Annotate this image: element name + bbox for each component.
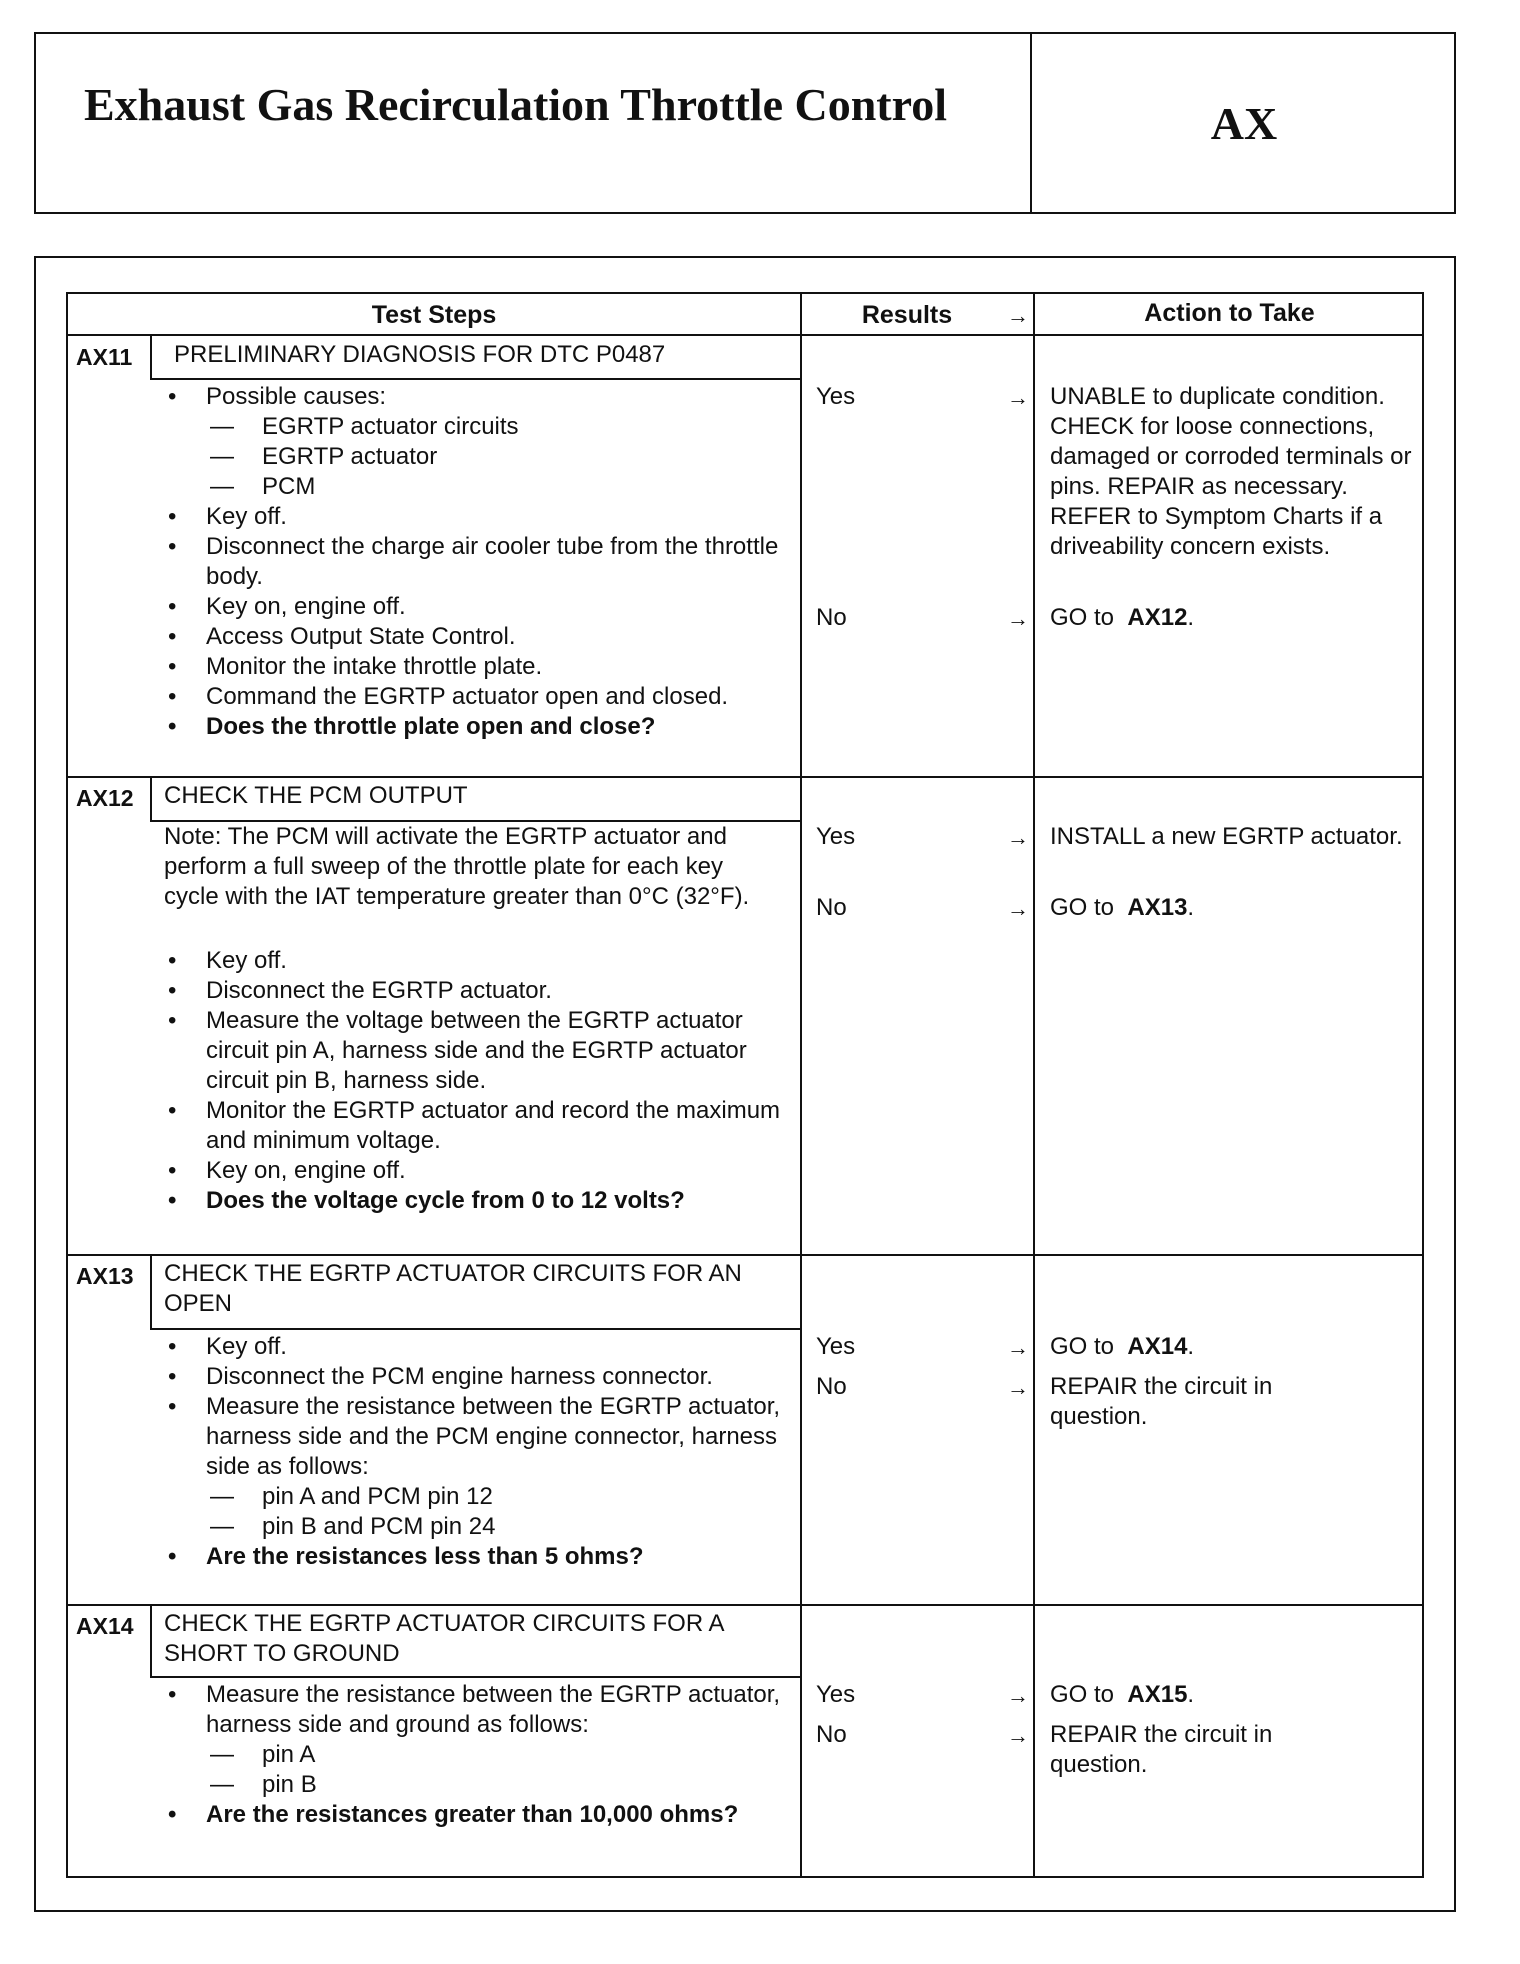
result-no: No xyxy=(816,1373,847,1400)
result-no: No xyxy=(816,1721,847,1748)
list-item: • Key off. xyxy=(164,502,784,532)
list-item: • Disconnect the PCM engine harness connector. xyxy=(164,1362,784,1392)
list-item: — EGRTP actuator circuits xyxy=(164,412,784,442)
step-title-divider xyxy=(150,378,800,380)
step-code: AX12 xyxy=(76,785,134,811)
step-instructions xyxy=(164,1332,784,1572)
list-item: — pin B and PCM pin 24 xyxy=(164,1512,784,1542)
action-text: INSTALL a new EGRTP actuator. xyxy=(1050,823,1403,850)
action-text: GO to AX15. xyxy=(1050,1681,1195,1708)
list-item: • Measure the resistance between the EGRTP actuator, harness side and ground as follows: xyxy=(164,1680,784,1740)
step-reference: AX13 xyxy=(1127,894,1188,921)
list-item: — PCM xyxy=(164,472,784,502)
section-code: AX xyxy=(1210,97,1278,149)
result-yes: Yes xyxy=(816,1681,856,1708)
list-item: • Monitor the EGRTP actuator and record the maximum and minimum voltage. xyxy=(164,1096,784,1156)
arrow-icon: → xyxy=(1007,303,1029,328)
arrow-icon: → xyxy=(1007,1335,1029,1360)
column-divider-action xyxy=(1033,292,1035,1878)
step-title: CHECK THE PCM OUTPUT xyxy=(164,782,468,809)
step-code-divider xyxy=(150,1604,152,1676)
action-text: REPAIR the circuit in question. xyxy=(1050,1373,1273,1430)
result-no: No xyxy=(816,894,847,921)
result-no: No xyxy=(816,604,847,631)
column-header-action: Action to Take xyxy=(1144,299,1315,327)
step-reference: AX15 xyxy=(1127,1681,1188,1708)
list-item: • Access Output State Control. xyxy=(164,622,784,652)
list-item: • Key on, engine off. xyxy=(164,1156,784,1186)
column-divider-results xyxy=(800,292,802,1878)
step-code: AX13 xyxy=(76,1263,134,1289)
arrow-icon: → xyxy=(1007,606,1029,631)
step-question: • Does the throttle plate open and close? xyxy=(164,712,784,742)
arrow-icon: → xyxy=(1007,1375,1029,1400)
list-item: • Key on, engine off. xyxy=(164,592,784,622)
step-question: • Are the resistances less than 5 ohms? xyxy=(164,1542,784,1572)
list-item: • Command the EGRTP actuator open and closed. xyxy=(164,682,784,712)
arrow-icon: → xyxy=(1007,385,1029,410)
header-box xyxy=(34,32,1456,214)
arrow-icon: → xyxy=(1007,825,1029,850)
list-item: • Key off. xyxy=(164,946,784,976)
step-instructions xyxy=(164,382,784,742)
list-item: • Possible causes: xyxy=(164,382,784,412)
step-reference: AX12 xyxy=(1127,604,1188,631)
result-yes: Yes xyxy=(816,823,856,850)
step-title: CHECK THE EGRTP ACTUATOR CIRCUITS FOR AN OPEN xyxy=(164,1260,742,1317)
step-reference: AX14 xyxy=(1127,1333,1188,1360)
step-question: • Are the resistances greater than 10,000 ohms? xyxy=(164,1800,784,1830)
action-text: UNABLE to duplicate condition. CHECK for loose connections, damaged or corroded terminals or pins. REPAIR as necessary. REFER to Symptom Charts if a driveability concern exists. xyxy=(1050,383,1412,560)
step-code-divider xyxy=(150,334,152,378)
list-item: • Key off. xyxy=(164,1332,784,1362)
list-item: — pin B xyxy=(164,1770,784,1800)
step-title: CHECK THE EGRTP ACTUATOR CIRCUITS FOR A SHORT TO GROUND xyxy=(164,1610,724,1667)
list-item: • Disconnect the EGRTP actuator. xyxy=(164,976,784,1006)
step-instructions xyxy=(164,1680,784,1830)
step-row-divider xyxy=(66,1604,1424,1606)
step-code: AX14 xyxy=(76,1613,134,1639)
action-text: GO to AX14. xyxy=(1050,1333,1195,1360)
result-yes: Yes xyxy=(816,383,856,410)
list-item: — pin A xyxy=(164,1740,784,1770)
column-header-test-steps: Test Steps xyxy=(371,301,497,329)
step-instructions xyxy=(164,946,784,1216)
step-row-divider xyxy=(66,1254,1424,1256)
list-item: • Monitor the intake throttle plate. xyxy=(164,652,784,682)
list-item: • Measure the resistance between the EGRTP actuator, harness side and the PCM engine connector, harness side as follows: xyxy=(164,1392,784,1482)
step-title: PRELIMINARY DIAGNOSIS FOR DTC P0487 xyxy=(174,341,666,368)
step-note: Note: The PCM will activate the EGRTP actuator and perform a full sweep of the throttle plate for each key cycle with the IAT temperature greater than 0°C (32°F). xyxy=(164,823,750,910)
result-yes: Yes xyxy=(816,1333,856,1360)
column-header-results: Results xyxy=(861,301,953,329)
action-text: GO to AX13. xyxy=(1050,894,1195,921)
list-item: — pin A and PCM pin 12 xyxy=(164,1482,784,1512)
step-code-divider xyxy=(150,776,152,820)
header-row-divider xyxy=(66,334,1424,336)
list-item: — EGRTP actuator xyxy=(164,442,784,472)
arrow-icon: → xyxy=(1007,1723,1029,1748)
action-text: GO to AX12. xyxy=(1050,604,1195,631)
list-item: • Measure the voltage between the EGRTP actuator circuit pin A, harness side and the EGRTP actuator circuit pin B, harness side. xyxy=(164,1006,784,1096)
step-code: AX11 xyxy=(76,344,133,370)
page-title: Exhaust Gas Recirculation Throttle Control xyxy=(84,79,947,130)
step-question: • Does the voltage cycle from 0 to 12 volts? xyxy=(164,1186,784,1216)
step-title-divider xyxy=(150,1328,800,1330)
action-text: REPAIR the circuit in question. xyxy=(1050,1721,1273,1778)
list-item: • Disconnect the charge air cooler tube from the throttle body. xyxy=(164,532,784,592)
arrow-icon: → xyxy=(1007,896,1029,921)
step-title-divider xyxy=(150,1676,800,1678)
step-row-divider xyxy=(66,776,1424,778)
arrow-icon: → xyxy=(1007,1683,1029,1708)
step-code-divider xyxy=(150,1254,152,1328)
